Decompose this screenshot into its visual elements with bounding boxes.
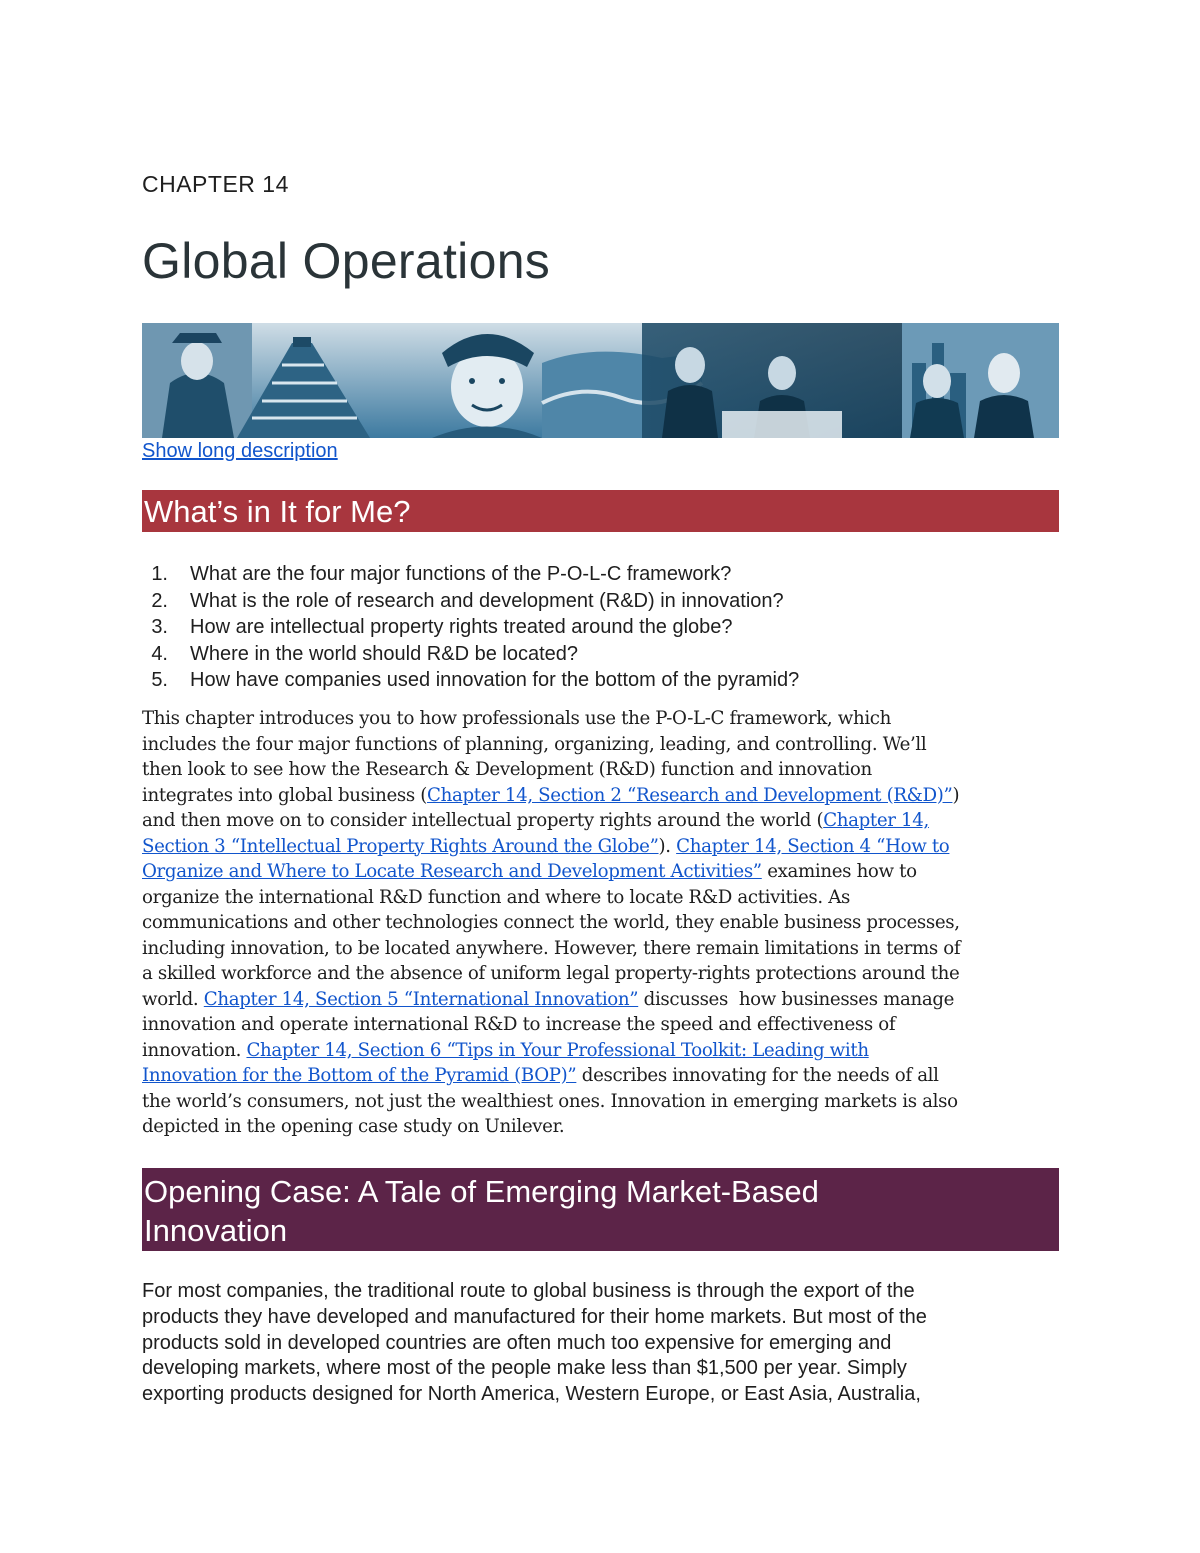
link-section-6[interactable]: Chapter 14, Section 6 “Tips in Your Professional Toolkit: Leading with [246, 1039, 869, 1061]
list-text: How have companies used innovation for the bottom of the pyramid? [190, 669, 800, 691]
chapter-label: CHAPTER 14 [142, 171, 289, 197]
heading-line: Opening Case: A Tale of Emerging Market-Based [144, 1174, 819, 1209]
text-line: a skilled workforce and the absence of uniform legal property-rights protections around the [142, 963, 960, 984]
text-line: ) [952, 784, 960, 806]
section-heading-opening-case [142, 1168, 1059, 1251]
heading-line: Innovation [144, 1213, 288, 1248]
text-line: This chapter introduces you to how professionals use the P-O-L-C framework, which [142, 708, 891, 729]
list-item [142, 561, 799, 588]
list-number: 4. [151, 642, 168, 665]
link-section-3-cont[interactable]: Section 3 “Intellectual Property Rights Around the Globe” [142, 835, 659, 857]
text-line: innovation. [142, 1039, 247, 1061]
text-line: including innovation, to be located anywhere. However, there remain limitations in terms of [142, 937, 961, 959]
link-section-4[interactable]: Chapter 14, Section 4 “How to [676, 835, 950, 857]
list-item [142, 588, 799, 615]
link-section-2[interactable]: Chapter 14, Section 2 “Research and Development (R&D)” [427, 784, 953, 806]
text-line: For most companies, the traditional route to global business is through the export of the [142, 1280, 915, 1302]
link-section-5[interactable]: Chapter 14, Section 5 “International Innovation” [203, 988, 639, 1010]
list-number: 1. [151, 563, 168, 585]
link-section-6-cont[interactable]: Innovation for the Bottom of the Pyramid (BOP)” [142, 1065, 577, 1086]
text-line: innovation and operate international R&D to increase the speed and effectiveness of [142, 1014, 896, 1035]
text-line: communications and other technologies connect the world, they enable business processes, [142, 912, 960, 933]
text-line: developing markets, where most of the people make less than $1,500 per year. Simply [142, 1357, 907, 1380]
list-number: 5. [151, 669, 168, 691]
chapter-intro-paragraph [142, 706, 1059, 1140]
opening-case-paragraph [142, 1279, 1059, 1408]
text-line: the world’s consumers, not just the wealthiest ones. Innovation in emerging markets is also [142, 1090, 958, 1112]
list-text: What is the role of research and development (R&D) in innovation? [190, 589, 784, 612]
link-section-4-cont[interactable]: Organize and Where to Locate Research and Development Activities” [142, 861, 762, 882]
section-heading-whats-in-it: What’s in It for Me? [142, 490, 1059, 532]
text-line: discusses how businesses manage [638, 988, 955, 1010]
text-line: examines how to [761, 861, 917, 882]
list-text: Where in the world should R&D be located? [190, 642, 578, 665]
text-line: includes the four major functions of planning, organizing, leading, and controlling. We’ll [142, 733, 927, 755]
text-line: ). [658, 835, 677, 857]
text-line: products they have developed and manufactured for their home markets. But most of the [142, 1305, 927, 1328]
list-number: 3. [151, 616, 168, 638]
list-item [142, 614, 799, 641]
text-line: integrates into global business ( [142, 784, 428, 806]
list-item [142, 641, 799, 668]
chapter-title: Global Operations [142, 233, 551, 289]
text-line: products sold in developed countries are often much too expensive for emerging and [142, 1331, 892, 1354]
text-line: depicted in the opening case study on Unilever. [142, 1116, 565, 1137]
text-line: describes innovating for the needs of all [576, 1065, 939, 1086]
learning-questions-list [142, 561, 799, 694]
list-item [142, 667, 799, 694]
list-number: 2. [151, 589, 168, 612]
text-line: organize the international R&D function and where to locate R&D activities. As [142, 886, 850, 908]
text-line: world. [142, 988, 204, 1010]
text-line: then look to see how the Research & Development (R&D) function and innovation [142, 759, 872, 780]
link-section-3[interactable]: Chapter 14, [823, 810, 929, 831]
list-text: What are the four major functions of the P-O-L-C framework? [190, 563, 732, 585]
show-long-description-link[interactable]: Show long description [142, 440, 338, 462]
text-line: exporting products designed for North America, Western Europe, or East Asia, Australia, [142, 1383, 921, 1406]
chapter-banner-image [142, 323, 1059, 438]
list-text: How are intellectual property rights treated around the globe? [190, 616, 733, 638]
text-line: and then move on to consider intellectual property rights around the world ( [142, 810, 824, 831]
